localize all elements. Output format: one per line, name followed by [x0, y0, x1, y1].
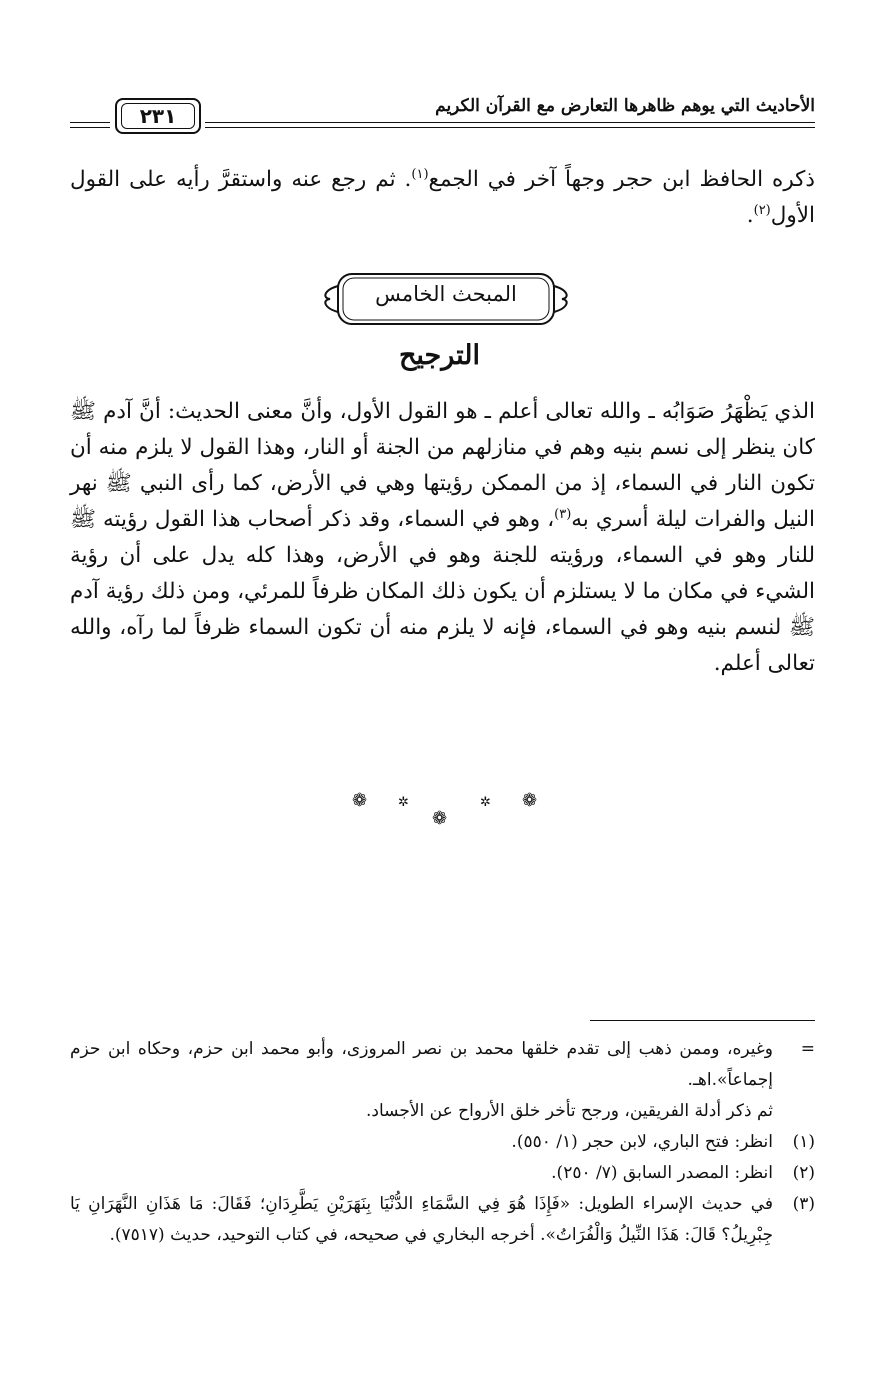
continuation-marker: =: [800, 1039, 815, 1059]
footnote-ref-1[interactable]: (١): [411, 166, 429, 182]
page-number: ٢٣١: [121, 103, 195, 129]
header-rule: [205, 122, 815, 123]
footnote-item: [70, 1158, 815, 1189]
paragraph-text: ، وهو في السماء، وقد ذكر أصحاب هذا القول رؤيته ﷺ للنار وهو في السماء، ورؤيته للجنة وهو في الأرض، وهذا كله يدل على أن رؤية الشيء في مكان ما لا يستلزم أن يكون ذلك المكان ظرفاً للمرئي، ومن ذلك رؤية آدم ﷺ لنسم بنيه وهو في السماء، فإنه لا يلزم منه أن تكون السماء ظرفاً لما رآه، والله تعالى أعلم.: [70, 507, 815, 676]
paragraph-intro: [70, 162, 815, 234]
paragraph-main: [70, 394, 815, 682]
paragraph-text: الذي يَظْهَرُ صَوَابُه ـ والله تعالى أعلم ـ هو القول الأول، وأنَّ معنى الحديث: أنَّ آدم ﷺ كان ينظر إلى نسم بنيه وهم في منازلهم من الجنة أو النار، وهذا القول لا يلزم منه أن تكون النار في السماء، إذ من الممكن رؤيتها وهي في الأرض، كما رأى النبي ﷺ نهر النيل والفرات ليلة أسري به: [70, 399, 815, 532]
footnote-text: وغيره، وممن ذهب إلى تقدم خلقها محمد بن نصر المروزى، وأبو محمد ابن حزم، وحكاه ابن حزم إجماعاً».اهـ.: [70, 1039, 773, 1090]
header-rule: [70, 122, 110, 123]
footnote-marker: (٢): [792, 1163, 815, 1183]
footnote-ref-3[interactable]: (٣): [554, 506, 572, 522]
footnotes: [70, 1034, 815, 1251]
header-rule: [205, 127, 815, 128]
footnote-marker: (١): [792, 1132, 815, 1152]
footnote-separator: [590, 1020, 815, 1021]
footnote-text: انظر: فتح الباري، لابن حجر (١/ ٥٥٠).: [511, 1132, 773, 1152]
star-ornament-icon: ✲: [480, 795, 491, 810]
footnote-text: في حديث الإسراء الطويل: «فَإِذَا هُوَ فِي السَّمَاءِ الدُّنْيَا بِنَهَرَيْنِ يَطَّرِدَانِ؛ فَقَالَ: مَا هَذَانِ النَّهَرَانِ يَا جِبْرِيلُ؟ قَالَ: هَذَا النِّيلُ وَالْفُرَاتُ». أخرجه البخاري في صحيحه، في كتاب التوحيد، حديث (٧٥١٧).: [70, 1194, 773, 1245]
footnote-item: [70, 1127, 815, 1158]
footnote-marker: (٣): [792, 1194, 815, 1214]
footnote-ref-2[interactable]: (٢): [753, 202, 771, 218]
flower-ornament-icon: ❁: [352, 790, 368, 811]
footnote-text: ثم ذكر أدلة الفريقين، ورجح تأخر خلق الأرواح عن الأجساد.: [366, 1101, 773, 1121]
footnote-marker-blank: [773, 1096, 815, 1127]
flower-ornament-icon: ❁: [432, 808, 448, 829]
section-end-ornament: [340, 788, 550, 838]
star-ornament-icon: ✲: [398, 795, 409, 810]
paragraph-text: .: [746, 203, 754, 228]
header-rule: [70, 127, 110, 128]
footnote-item: [70, 1189, 815, 1251]
running-header: [70, 92, 815, 140]
footnote-text: انظر: المصدر السابق (٧/ ٢٥٠).: [551, 1163, 773, 1183]
section-heading: الترجيح: [398, 340, 481, 371]
section-banner: [318, 268, 574, 330]
footnote-continuation-line: [70, 1096, 815, 1127]
section-title: المبحث الخامس: [375, 282, 517, 306]
footnote-continuation: [70, 1034, 815, 1096]
paragraph-text: . ثم رجع عنه واستقرَّ رأيه على القول الأول: [70, 167, 815, 228]
page-number-frame: [115, 98, 201, 134]
running-title: الأحاديث التي يوهم ظاهرها التعارض مع القرآن الكريم: [435, 96, 815, 116]
paragraph-text: ذكره الحافظ ابن حجر وجهاً آخر في الجمع: [428, 167, 815, 192]
flower-ornament-icon: ❁: [522, 790, 538, 811]
